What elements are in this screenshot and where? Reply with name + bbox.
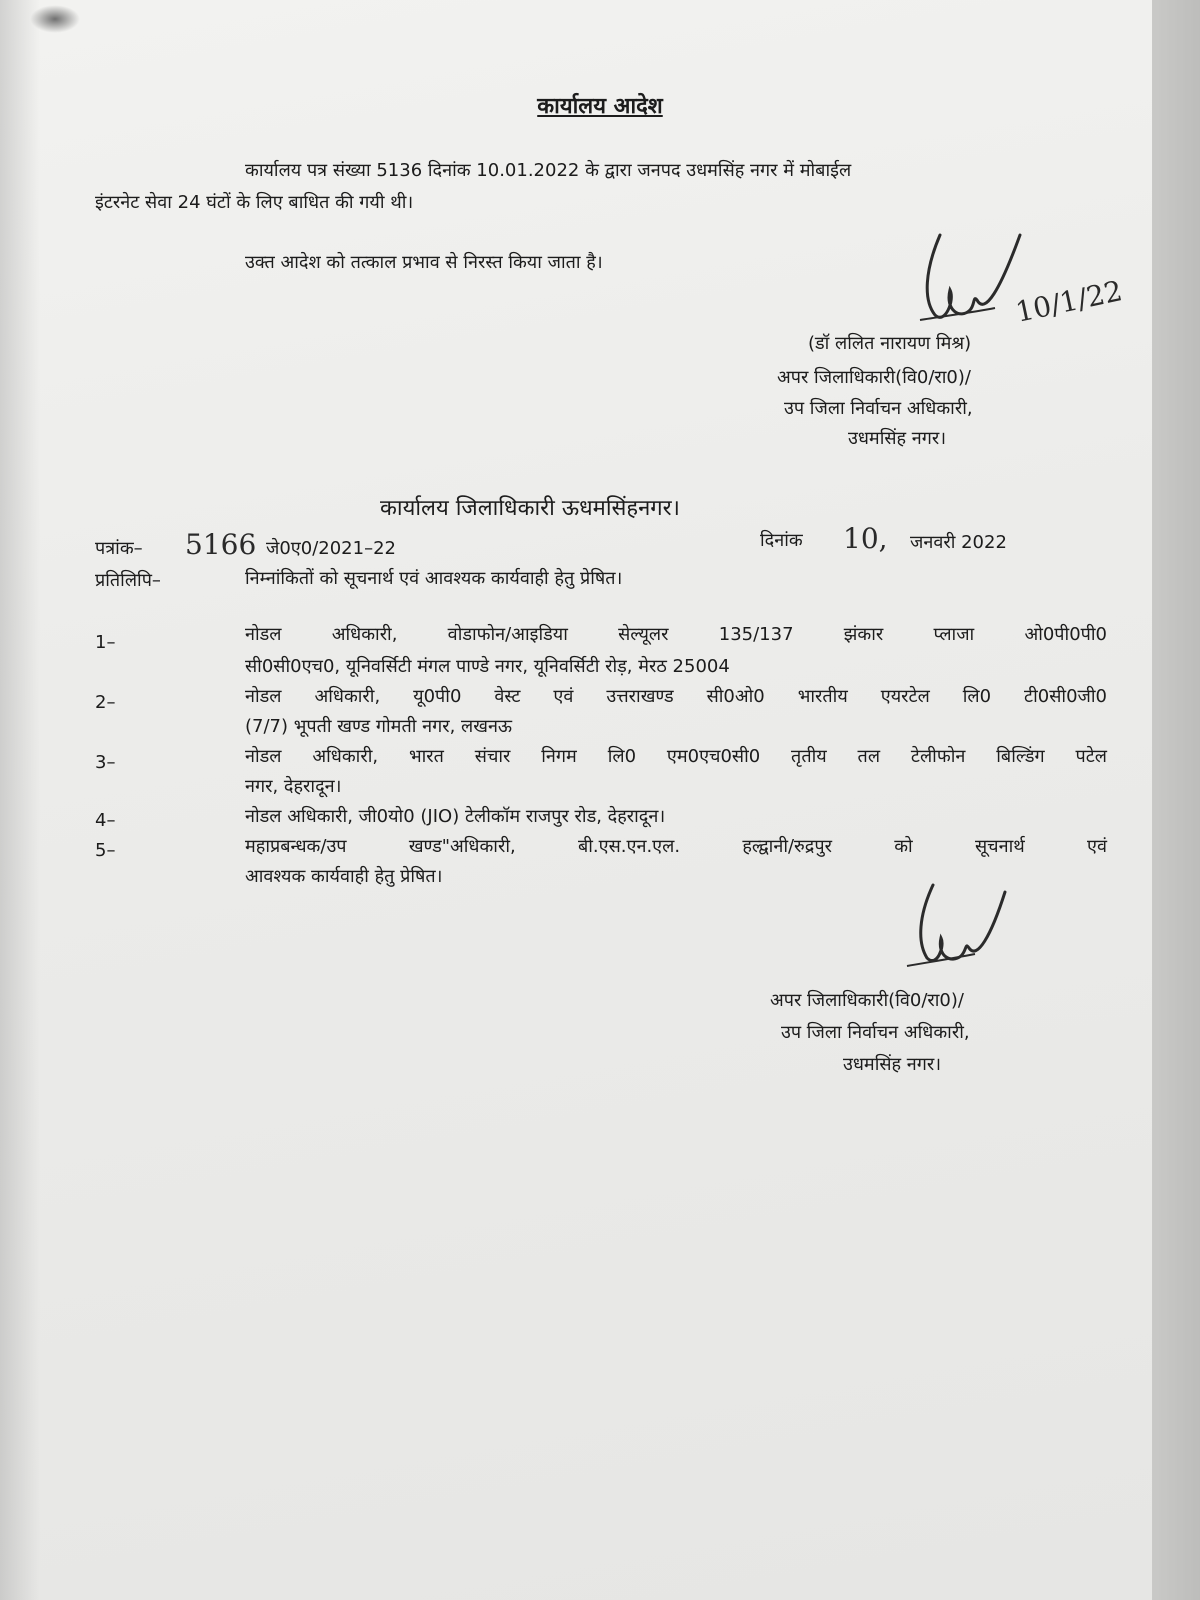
item-text-line2: आवश्यक कार्यवाही हेतु प्रेषित। [245,866,443,887]
ref-label: पत्रांक– [95,538,143,559]
date-day: 10, [843,522,888,555]
page-shadow [0,0,40,1600]
copy-office: कार्यालय जिलाधिकारी ऊधमसिंहनगर। [380,496,681,521]
signatory-designation2: उप जिला निर्वाचन अधिकारी, [784,398,973,419]
background-edge [1152,0,1200,1600]
signature-2 [905,880,1015,975]
signature-date: 10/1/22 [1012,274,1126,329]
date-label: दिनांक [760,530,803,551]
item-text-line1: नोडल अधिकारी, भारत संचार निगम लि0 एम0एच0सी0 तृतीय तल टेलीफोन बिल्डिंग पटेल [245,746,1107,767]
corner-smudge [30,5,80,33]
order-para1-line2: इंटरनेट सेवा 24 घंटों के लिए बाधित की गयी थी। [95,192,414,213]
item-text-line1: नोडल अधिकारी, जी0यो0 (JIO) टेलीकॉम राजपुर रोड, देहरादून। [245,806,666,827]
item-number: 1– [95,632,116,653]
item-text-line2: (7/7) भूपती खण्ड गोमती नगर, लखनऊ [245,716,513,737]
signatory-name: (डॉ ललित नारायण मिश्र) [808,333,972,354]
copy-signatory-place: उधमसिंह नगर। [843,1054,942,1075]
item-number: 5– [95,840,116,861]
signatory-designation: अपर जिलाधिकारी(वि0/रा0)/ [777,367,971,388]
order-para1-line1: कार्यालय पत्र संख्या 5136 दिनांक 10.01.2022 के द्वारा जनपद उधमसिंह नगर में मोबाईल [245,160,852,181]
date-rest: जनवरी 2022 [910,532,1007,553]
item-number: 2– [95,692,116,713]
copy-signatory-designation: अपर जिलाधिकारी(वि0/रा0)/ [770,990,964,1011]
signatory-place: उधमसिंह नगर। [848,428,947,449]
item-text-line1: नोडल अधिकारी, वोडाफोन/आइडिया सेल्यूलर 135/137 झंकार प्लाजा ओ0पी0पी0 [245,624,1107,645]
item-number: 4– [95,810,116,831]
item-number: 3– [95,752,116,773]
item-text-line2: नगर, देहरादून। [245,776,342,797]
item-text-line1: नोडल अधिकारी, यू0पी0 वेस्ट एवं उत्तराखण्ड सी0ओ0 भारतीय एयरटेल लि0 टी0सी0जी0 [245,686,1107,707]
signature-1 [915,230,1025,330]
order-para2: उक्त आदेश को तत्काल प्रभाव से निरस्त किया जाता है। [245,252,603,273]
order-title: कार्यालय आदेश [537,94,663,119]
ref-suffix: जे0ए0/2021–22 [266,538,396,559]
item-text-line2: सी0सी0एच0, यूनिवर्सिटी मंगल पाण्डे नगर, यूनिवर्सिटी रोड़, मेरठ 25004 [245,656,730,677]
ref-number: 5166 [185,528,257,561]
copy-intro: निम्नांकितों को सूचनार्थ एवं आवश्यक कार्यवाही हेतु प्रेषित। [245,568,623,589]
copy-label: प्रतिलिपि– [95,570,161,591]
item-text-line1: महाप्रबन्धक/उप खण्ड"अधिकारी, बी.एस.एन.एल. हल्द्वानी/रुद्रपुर को सूचनार्थ एवं [245,836,1107,857]
copy-signatory-designation2: उप जिला निर्वाचन अधिकारी, [781,1022,970,1043]
